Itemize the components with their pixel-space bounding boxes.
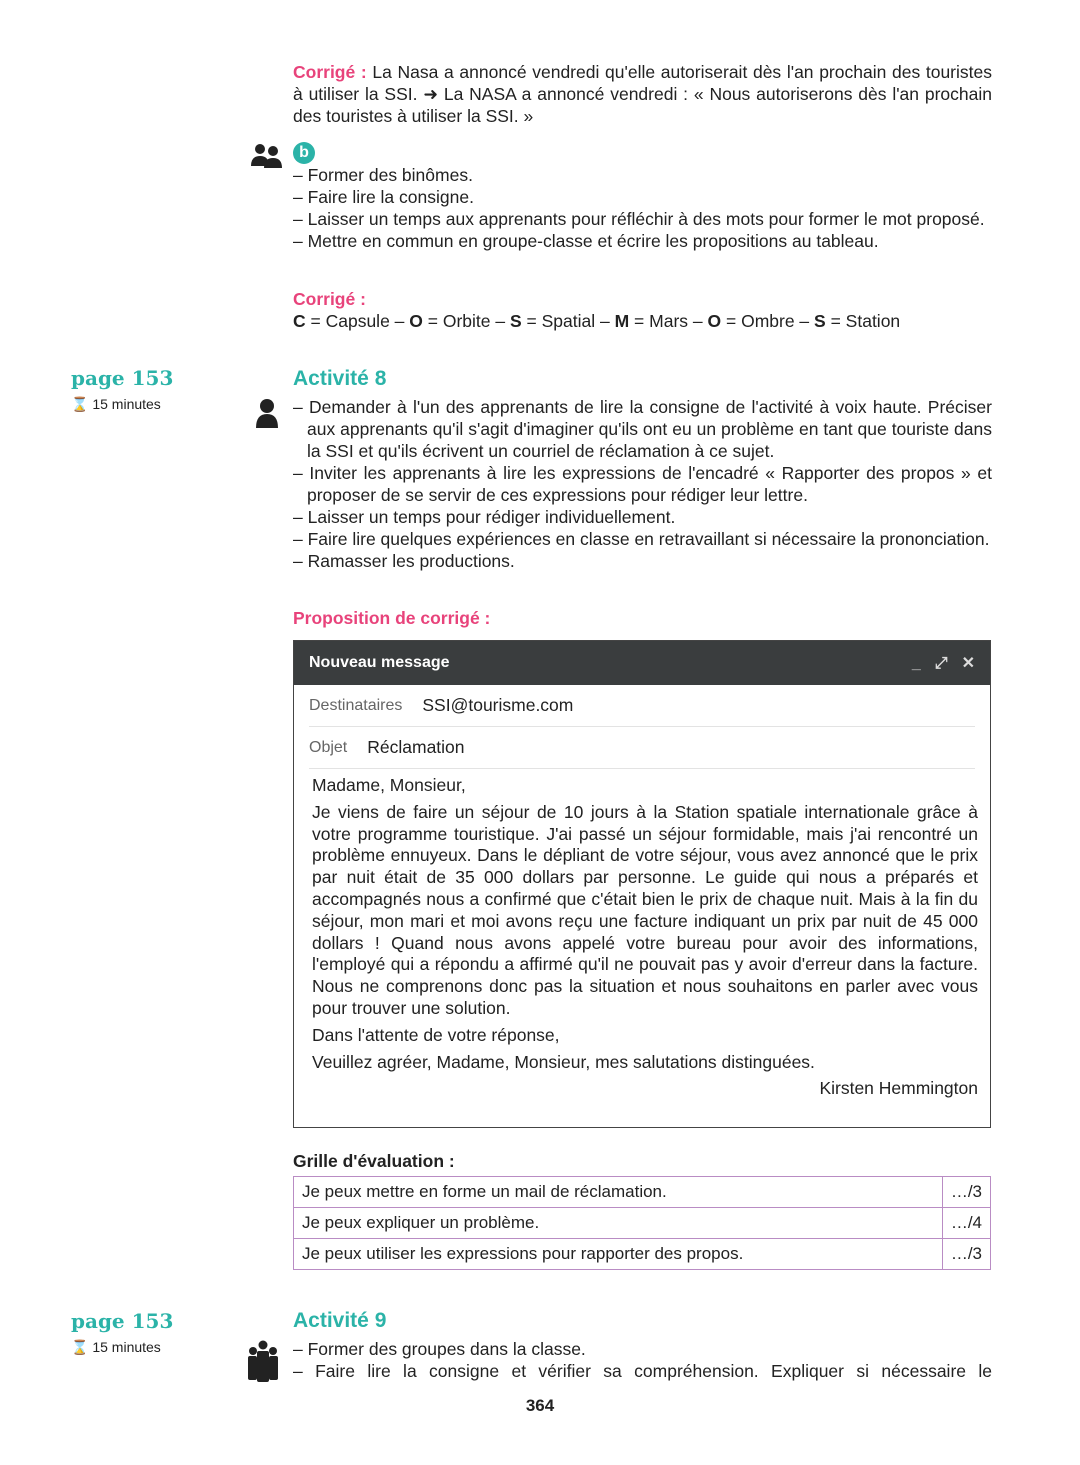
list-item: – Laisser un temps pour rédiger individuellement. (293, 506, 992, 528)
person-icon (256, 398, 278, 433)
proposition-label: Proposition de corrigé : (293, 608, 491, 628)
page-ref: page 153 (71, 1309, 174, 1333)
corrige-label: Corrigé : (293, 62, 367, 82)
email-body[interactable] (294, 769, 990, 1100)
corrige-text: La Nasa a annoncé vendredi qu'elle autoriserait dès l'an prochain des touristes à utiliser la SSI. ➜ La NASA a annoncé vendredi : « Nous autoriserons dès l'an prochain des touristes à utiliser la SSI. » (293, 62, 992, 126)
email-compose-window (293, 640, 991, 1128)
list-item: – Faire lire la consigne et vérifier sa compréhension. Expliquer si nécessaire le (293, 1360, 992, 1382)
signature: Kirsten Hemmington (819, 1078, 978, 1099)
act9-list (293, 1338, 992, 1382)
corrige-acrostic: C = Capsule – O = Orbite – S = Spatial – M = Mars – O = Ombre – S = Station (293, 311, 901, 331)
list-item: – Faire lire quelques expériences en classe en retravaillant si nécessaire la prononciation. (293, 528, 992, 550)
grille-title: Grille d'évaluation : (293, 1151, 455, 1171)
email-title: Nouveau message (309, 654, 450, 671)
to-field[interactable]: Destinataires SSI@tourisme.com (309, 685, 975, 727)
activity-title: Activité 9 (293, 1309, 387, 1332)
subject-value: Réclamation (367, 737, 465, 757)
act9-sidebar (71, 1309, 173, 1356)
evaluation-grid (293, 1176, 991, 1270)
list-item: – Former des groupes dans la classe. (293, 1338, 992, 1360)
corrige-label: Corrigé : (293, 289, 366, 309)
duration: 15 minutes (92, 1339, 161, 1355)
list-item: – Demander à l'un des apprenants de lire la consigne de l'activité à voix haute. Préciser aux apprenants qu'il s'agit d'imaginer qu'ils ont eu un problème en tant que touriste dans la SSI et qu'ils écrivent un courriel de réclamation à ce sujet. (293, 396, 992, 462)
hourglass-icon: ⌛ (71, 396, 89, 412)
list-item: – Former des binômes. (293, 164, 992, 186)
hourglass-icon: ⌛ (71, 1339, 89, 1355)
pair-icon (250, 142, 284, 173)
list-item: – Laisser un temps aux apprenants pour réfléchir à des mots pour former le mot proposé. (293, 208, 992, 230)
body-paragraph: Je viens de faire un séjour de 10 jours à la Station spatiale internationale grâce à votre programme touristique. J'ai passé un séjour formidable, mais j'ai rencontré un problème ennuyeux. Dans le dépliant de votre séjour, vous avez annoncé que le prix par nuit était de 35 000 dollars par personne. Le guide qui nous a préparés et accompagnés nous a confirmé que c'était bien le prix de chaque nuit. Mais à la fin du séjour, mon mari et moi avons reçu une facture indiquant un prix par nuit de 45 000 dollars ! Quand nous avons appelé votre bureau pour avoir des informations, l'employé qui a répondu a affirmé qu'il ne pouvait pas y avoir d'erreur dans la facture. Nous ne comprenons donc pas la situation et nous souhaitons en parler avec vous pour trouver une solution. (312, 801, 978, 1018)
closing-formula: Veuillez agréer, Madame, Monsieur, mes salutations distinguées. (312, 1051, 815, 1072)
group-icon (247, 1340, 279, 1387)
table-row: Je peux expliquer un problème. …/4 (294, 1208, 991, 1239)
list-item: – Ramasser les productions. (293, 550, 992, 572)
badge-b: b (293, 142, 315, 164)
table-row: Je peux utiliser les expressions pour rapporter des propos. …/3 (294, 1239, 991, 1270)
greeting: Madame, Monsieur, (312, 775, 466, 795)
activity-title: Activité 8 (293, 367, 387, 390)
duration: 15 minutes (92, 396, 161, 412)
part-b-list (293, 164, 992, 252)
list-item: – Faire lire la consigne. (293, 186, 992, 208)
minimize-icon[interactable]: _ (911, 655, 921, 672)
list-item: – Mettre en commun en groupe-classe et écrire les propositions au tableau. (293, 230, 992, 252)
act8-sidebar (71, 366, 173, 413)
list-item: – Inviter les apprenants à lire les expressions de l'encadré « Rapporter des propos » et proposer de se servir de ces expressions pour rédiger leur lettre. (293, 462, 992, 506)
act8-list (293, 396, 992, 572)
table-row: Je peux mettre en forme un mail de réclamation. …/3 (294, 1177, 991, 1208)
page-ref: page 153 (71, 366, 174, 390)
page-number: 364 (525, 1396, 555, 1415)
close-icon[interactable]: ✕ (961, 655, 975, 672)
email-header (294, 641, 990, 685)
top-corrige (293, 61, 992, 127)
subject-field[interactable]: Objet Réclamation (309, 727, 975, 769)
expand-icon[interactable]: ⤢ (934, 655, 948, 672)
to-value: SSI@tourisme.com (422, 695, 574, 715)
closing: Dans l'attente de votre réponse, (312, 1024, 560, 1045)
